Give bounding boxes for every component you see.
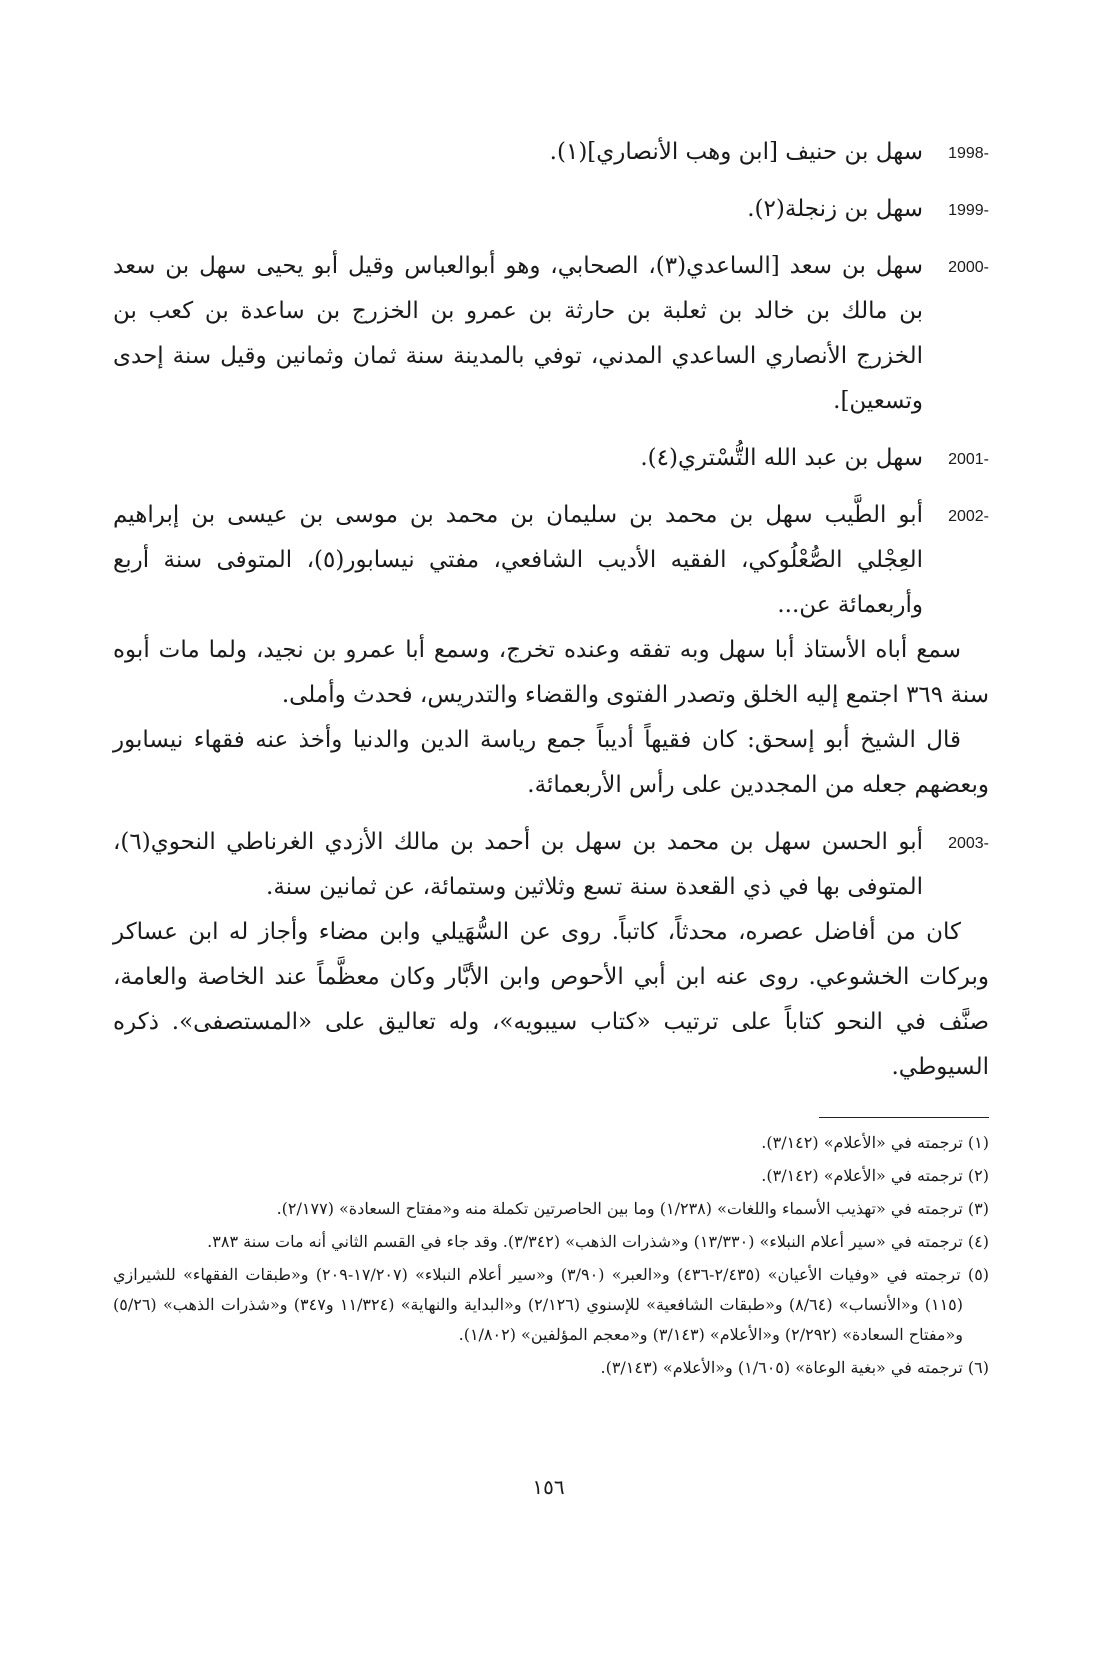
entry-2002: [113, 493, 989, 808]
entry-text: أبو الطَّيب سهل بن محمد بن سليمان بن محمد بن موسى بن عيسى بن إبراهيم العِجْلي الصُّعْلُوكي، الفقيه الأديب الشافعي، مفتي نيسابور(٥)، المتوفى سنة أربع وأربعمائة عن...: [113, 502, 923, 618]
footnote-5: (٥) ترجمته في «وفيات الأعيان» (٢/٤٣٥-٤٣٦) و«العبر» (٣/٩٠) و«سير أعلام النبلاء» (١٧/٢٠٧-٢٠٩) و«طبقات الفقهاء» للشيرازي (١١٥) و«الأنساب» (٨/٦٤) و«طبقات الشافعية» للإسنوي (٢/١٢٦) و«البداية والنهاية» (١١/٣٢٤ و٣٤٧) و«شذرات الذهب» (٥/٢٦) و«مفتاح السعادة» (٢/٢٩٢) و«الأعلام» (٣/١٤٣) و«معجم المؤلفين» (١/٨٠٢).: [113, 1265, 990, 1344]
footnote-4: (٤) ترجمته في «سير أعلام النبلاء» (١٣/٣٣٠) و«شذرات الذهب» (٣/٣٤٢). وقد جاء في القسم الثاني أنه مات سنة ٣٨٣.: [207, 1232, 989, 1251]
entry-text: أبو الحسن سهل بن محمد بن سهل بن أحمد بن مالك الأزدي الغرناطي النحوي(٦)، المتوفى بها في ذي القعدة سنة تسع وثلاثين وستمائة، عن ثمانين سنة.: [113, 829, 923, 900]
footnote-2: (٢) ترجمته في «الأعلام» (٣/١٤٢).: [761, 1166, 989, 1185]
entry-2003: [113, 820, 989, 1090]
entry-text: سهل بن عبد الله التُّسْتري(٤).: [640, 445, 923, 471]
main-text: [113, 130, 989, 1102]
page-number: ١٥٦: [532, 1475, 565, 1499]
footnote-3: (٣) ترجمته في «تهذيب الأسماء واللغات» (١/٢٣٨) وما بين الحاصرتين تكملة منه و«مفتاح السعادة» (٢/١٧٧).: [276, 1199, 989, 1218]
entry-2001: [113, 436, 989, 481]
footnote-1: (١) ترجمته في «الأعلام» (٣/١٤٢).: [761, 1133, 989, 1152]
entry-number: 2003-: [948, 835, 989, 852]
entry-paragraph: سمع أباه الأستاذ أبا سهل وبه تفقه وعنده تخرج، وسمع أبا عمرو بن نجيد، ولما مات أبوه سنة ٣٦٩ اجتمع إليه الخلق وتصدر الفتوى والقضاء والتدريس، فحدث وأملى.: [113, 637, 989, 708]
footnote-divider: [819, 1117, 989, 1118]
entry-number: 2002-: [948, 508, 989, 525]
entry-paragraph: كان من أفاضل عصره، محدثاً، كاتباً. روى عن السُّهَيلي وابن مضاء وأجاز له ابن عساكر وبركات الخشوعي. روى عنه ابن أبي الأحوص وابن الأبَّار وكان معظَّماً عند الخاصة والعامة، صنَّف في النحو كتاباً على ترتيب «كتاب سيبويه»، وله تعاليق على «المستصفى». ذكره السيوطي.: [113, 919, 989, 1080]
footnote-6: (٦) ترجمته في «بغية الوعاة» (١/٦٠٥) و«الأعلام» (٣/١٤٣).: [600, 1358, 989, 1377]
entry-number: 2000-: [948, 259, 989, 276]
footnotes: [113, 1128, 989, 1386]
entry-1998: [113, 130, 989, 175]
entry-text: سهل بن زنجلة(٢).: [747, 196, 923, 222]
entry-paragraph: قال الشيخ أبو إسحق: كان فقيهاً أديباً جمع رياسة الدين والدنيا وأخذ عنه فقهاء نيسابور وبعضهم جعله من المجددين على رأس الأربعمائة.: [113, 727, 989, 798]
entry-text: سهل بن حنيف [ابن وهب الأنصاري](١).: [549, 139, 923, 165]
entry-number: 1999-: [948, 202, 989, 219]
entry-text: سهل بن سعد [الساعدي(٣)، الصحابي، وهو أبوالعباس وقيل أبو يحيى سهل بن سعد بن مالك بن خالد بن ثعلبة بن حارثة بن عمرو بن الخزرج بن ساعدة بن كعب بن الخزرج الأنصاري الساعدي المدني، توفي بالمدينة سنة ثمان وثمانين وقيل سنة إحدى وتسعين].: [113, 253, 923, 414]
entry-number: 1998-: [948, 145, 989, 162]
entry-number: 2001-: [948, 451, 989, 468]
entry-2000: [113, 244, 989, 424]
entry-1999: [113, 187, 989, 232]
